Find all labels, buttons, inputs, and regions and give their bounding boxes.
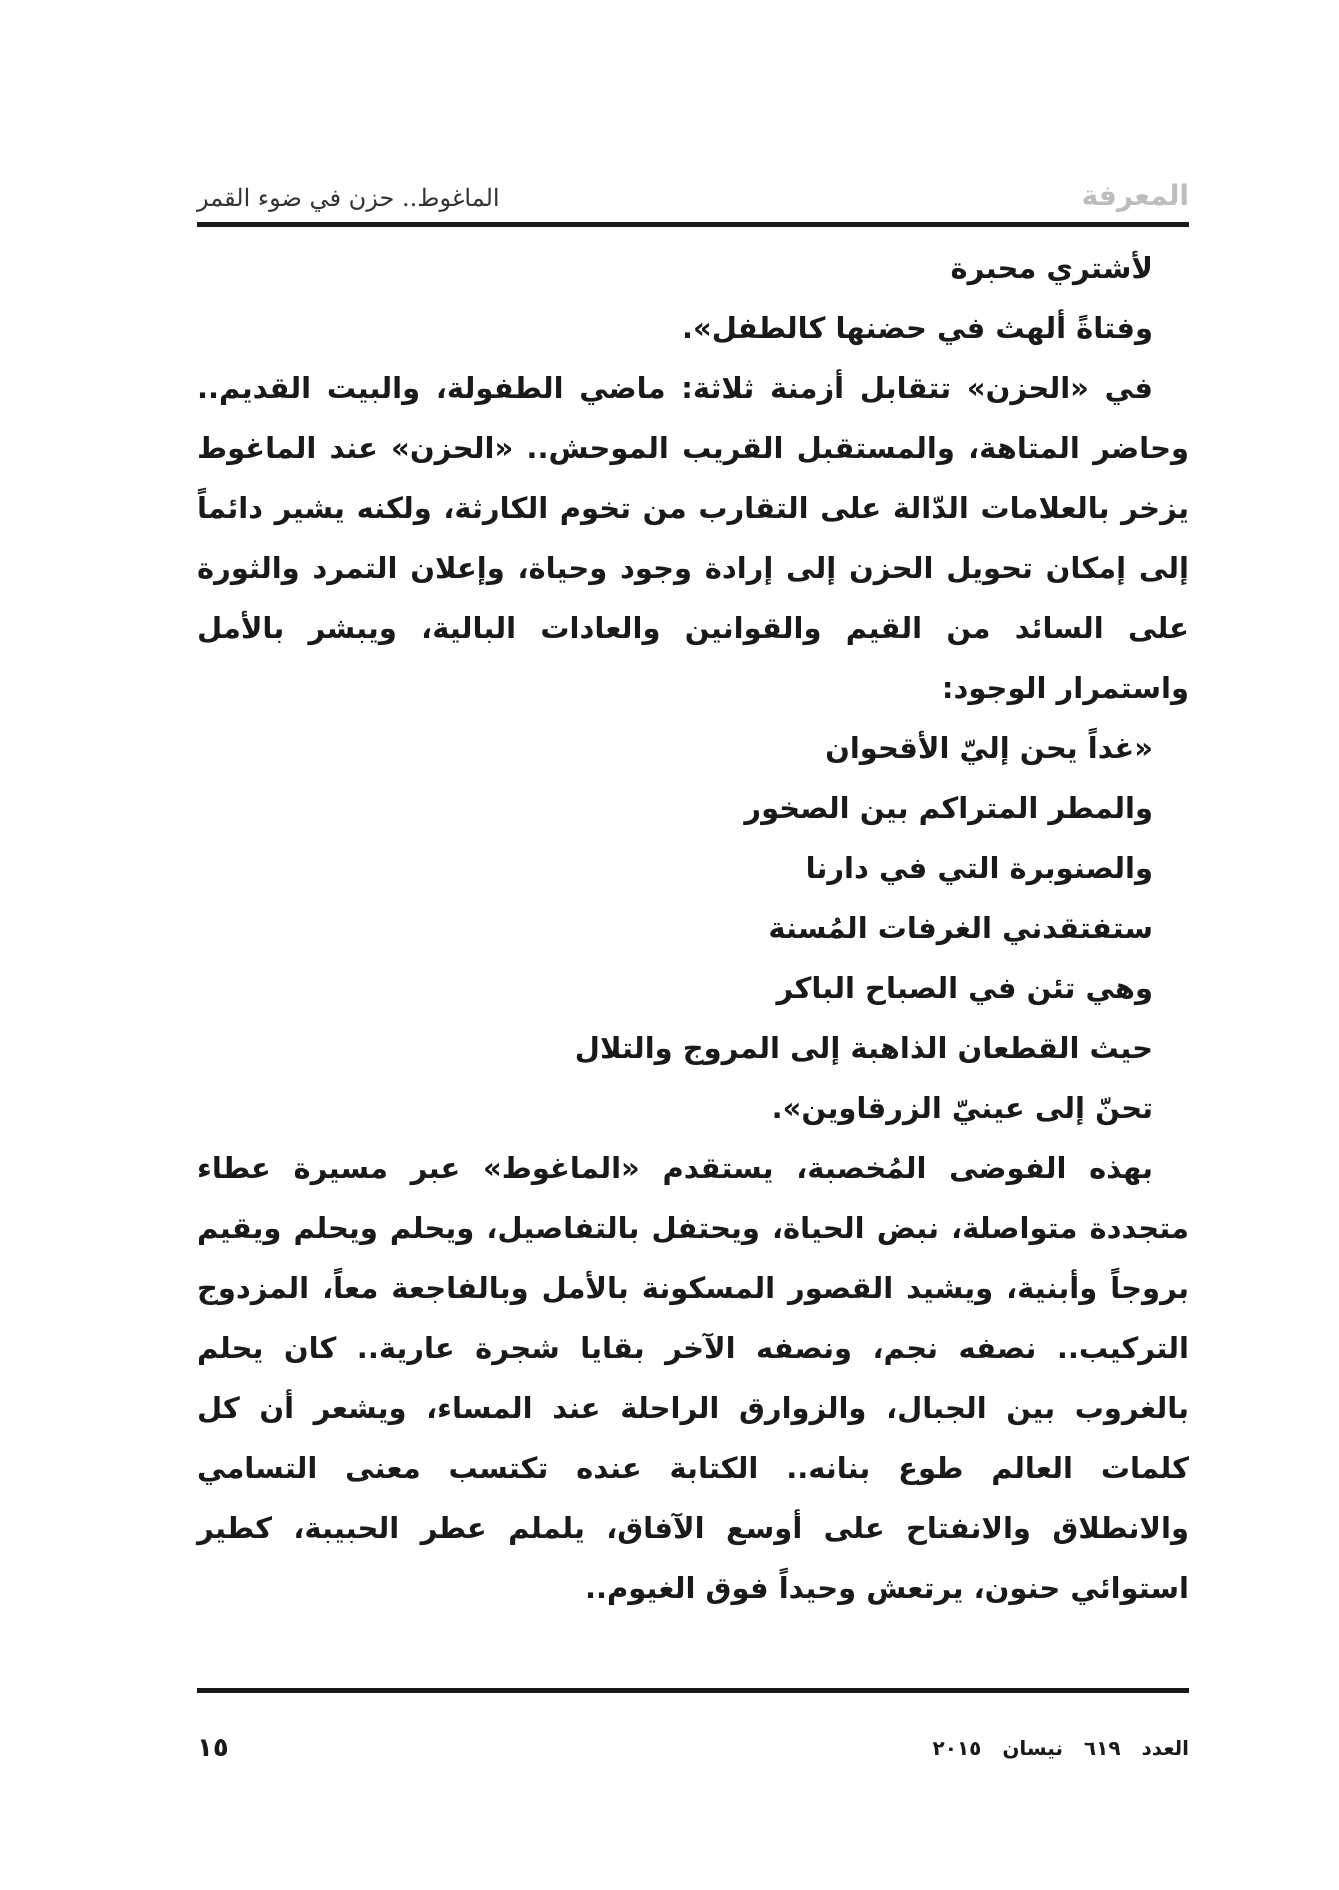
verse-line: حيث القطعان الذاهبة إلى المروج والتلال	[574, 1031, 1153, 1065]
issue-info	[919, 1736, 1189, 1760]
article-body	[197, 238, 1189, 1618]
page-header	[197, 150, 1189, 210]
running-title: الماغوط.. حزن في ضوء القمر	[197, 184, 500, 212]
verse-line: وفتاةً ألهث في حضنها كالطفل».	[682, 311, 1153, 345]
magazine-logo: المعرفة	[1081, 179, 1189, 212]
issue-number: ٦١٩	[1083, 1736, 1121, 1760]
issue-month: نيسان	[1002, 1736, 1063, 1760]
page-footer	[197, 1728, 1189, 1768]
verse-line: والصنوبرة التي في دارنا	[805, 851, 1153, 885]
issue-label: العدد	[1141, 1736, 1189, 1760]
verse-line: والمطر المتراكم بين الصخور	[744, 791, 1153, 825]
verse-line: لأشتري محبرة	[950, 251, 1153, 285]
paragraph: بهذه الفوضى المُخصبة، يستقدم «الماغوط» عبر مسيرة عطاء متجددة متواصلة، نبض الحياة، ويحتفل بالتفاصيل، ويحلم ويحلم ويقيم بروجاً وأبنية، ويشيد القصور المسكونة بالأمل وبالفاجعة معاً، المزدوج التركيب.. نصفه نجم، ونصفه الآخر بقايا شجرة عارية.. كان يحلم بالغروب بين الجبال، والزوارق الراحلة عند المساء، ويشعر أن كل كلمات العالم طوع بنانه.. الكتابة عنده تكتسب معنى التسامي والانطلاق والانفتاح على أوسع الآفاق، يلملم عطر الحبيبة، كطير استوائي حنون، يرتعش وحيداً فوق الغيوم..	[197, 1151, 1189, 1605]
header-divider	[197, 222, 1189, 227]
verse-line: «غداً يحن إليّ الأقحوان	[825, 731, 1153, 765]
paragraph: في «الحزن» تتقابل أزمنة ثلاثة: ماضي الطفولة، والبيت القديم.. وحاضر المتاهة، والمستقبل القريب الموحش.. «الحزن» عند الماغوط يزخر بالعلامات الدّالة على التقارب من تخوم الكارثة، ولكنه يشير دائماً إلى إمكان تحويل الحزن إلى إرادة وجود وحياة، وإعلان التمرد والثورة على السائد من القيم والقوانين والعادات البالية، ويبشر بالأمل واستمرار الوجود:	[197, 371, 1189, 705]
footer-divider	[197, 1688, 1189, 1693]
verse-line: ستفتقدني الغرفات المُسنة	[768, 911, 1153, 945]
verse-line: وهي تئن في الصباح الباكر	[776, 971, 1153, 1005]
verse-line: تحنّ إلى عينيّ الزرقاوين».	[771, 1091, 1153, 1125]
page-number: ١٥	[197, 1733, 229, 1763]
issue-year: ٢٠١٥	[932, 1736, 982, 1760]
